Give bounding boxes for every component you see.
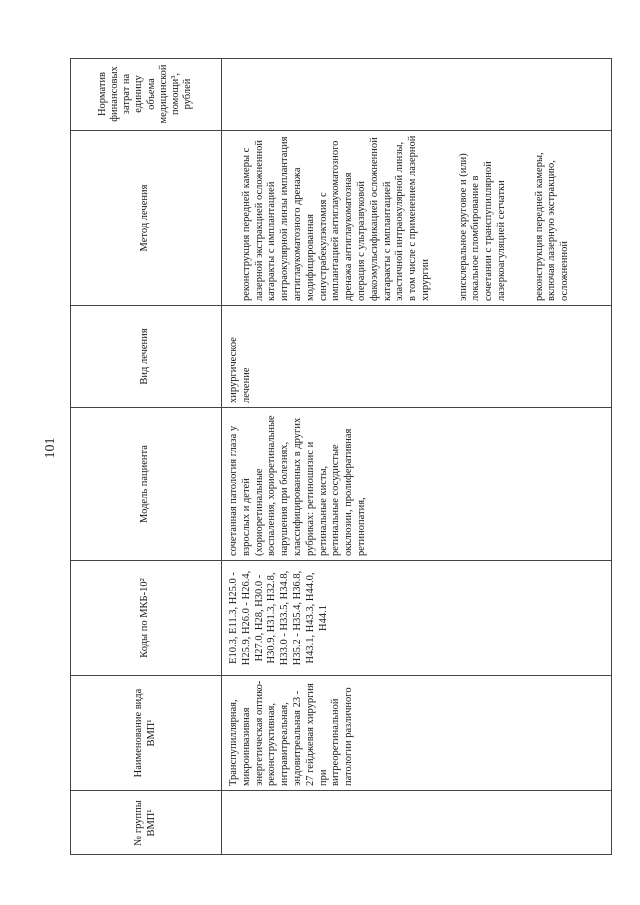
header-patient-model: Модель пациента: [139, 445, 151, 523]
cell-group-number: [222, 791, 234, 855]
method-item: реконструкция передней камеры, включая лазерную экстракцию, осложненной: [533, 152, 571, 301]
header-treatment-method: Метод лечения: [139, 184, 151, 252]
vmp-table: [70, 58, 612, 855]
header-cost-standard: Норматив финансовых затрат на единицу объема медицинской помощи³, рублей: [97, 64, 193, 124]
cell-icd-codes: E10.3, E11.3, H25.0 - H25.9, H26.0 - H26.4, H27.0, H28, H30.0 - H30.9, H31.3, H32.8, H33.0 - H33.5, H34.8, H35.2 - H35.4, H36.8, H43.1, H43.3, H44.0, H44.1: [228, 570, 329, 666]
header-group-number: № группы ВМП¹: [133, 800, 157, 846]
page-number: 101: [43, 437, 58, 459]
header-vmp-name: Наименование вида ВМП¹: [133, 688, 157, 778]
table-header-row: [70, 58, 222, 855]
header-treatment-type: Вид лечения: [139, 328, 151, 385]
cell-treatment-type: хирургическое лечение: [228, 337, 252, 403]
cell-vmp-name: Транспупиллярная, микроинвазивная энергетическая оптико-реконструктивная, интравитреальная, эндовитреальная 23 - 27 гейджевая хирургия при витреоретинальной патологии различного: [228, 680, 355, 786]
method-item: реконструкция передней камеры с лазерной экстракцией осложненной катаракты с имплантацией интраокулярной линзы имплантация антиглаукоматозного дренажа модифицированная синустрабекулэктомия с имплантацией антиглаукоматозного дренажа антиглаукоматозная операция с ультразвуковой факоэмульсификацией осложненной катаракты с имплантацией эластичной интраокулярной линзы, в том числе с применением лазерной хирургии: [240, 135, 431, 301]
cell-patient-model: сочетанная патология глаза у взрослых и детей (хориоретинальные воспаления, хориоретинальные нарушения при болезнях, классифицированных в других рубриках: ретиношизис и ретинальные кисты, ретинальные сосудистые окклюзии, пролиферативная ретинопатия,: [228, 415, 367, 556]
table-row: [222, 58, 612, 855]
cell-treatment-method: [222, 131, 603, 305]
method-item: эписклеральное круговое и (или) локальное пломбирование в сочетании с транспупиллярной лазеркоагуляцией сетчатки: [457, 153, 507, 301]
header-icd-codes: Коды по МКБ-10²: [139, 578, 151, 658]
cell-cost-standard: [222, 58, 234, 130]
